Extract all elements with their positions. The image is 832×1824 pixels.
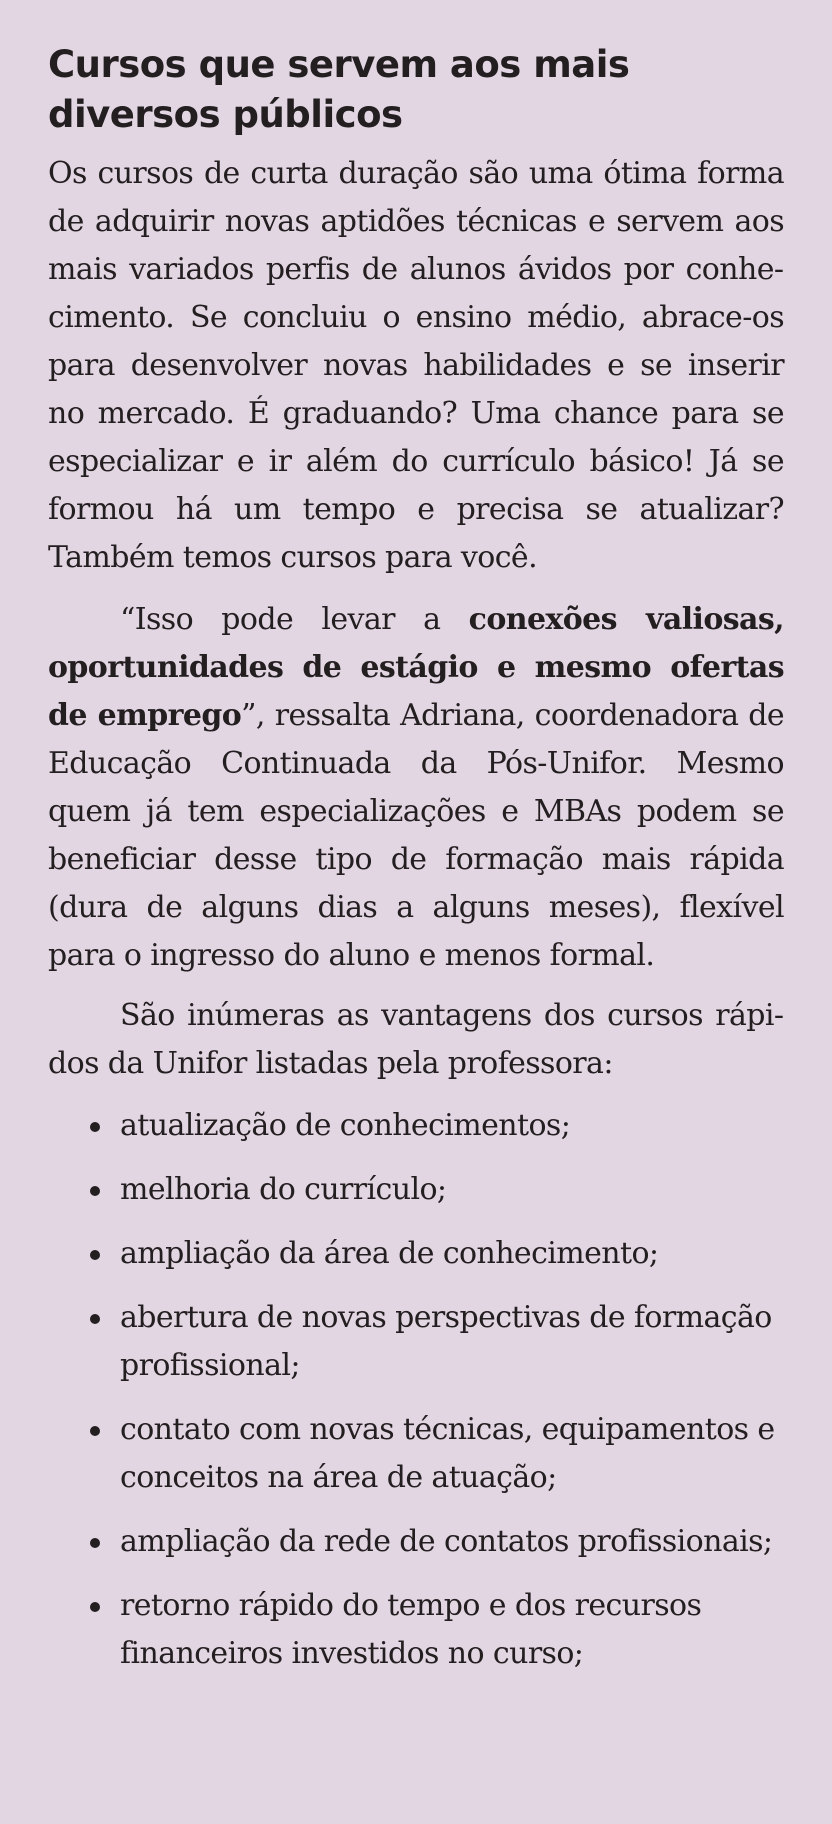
paragraph-intro: Os cursos de curta duração são uma ótima forma de adquirir novas aptidões técnicas e servem aos mais variados perfis de alunos ávidos por conhecimento. Se concluiu o ensino médio, abrace-os para desenvolver novas habilidades e se inserir no mercado. É graduando? Uma chance para se especializar e ir além do currículo básico! Já se formou há um tempo e precisa se atualizar? Também temos cursos para você. xyxy=(48,156,784,575)
list-item-text: ampliação da área de conhecimento; xyxy=(120,1236,659,1271)
list-item xyxy=(48,1230,784,1278)
quote-opening-text: “Isso pode levar a xyxy=(120,602,469,637)
list-item xyxy=(48,1582,784,1678)
advantages-list xyxy=(48,1102,784,1678)
paragraph-advantages-intro: São inúmeras as vantagens dos cursos rápidos da Unifor listadas pela professora: xyxy=(48,998,784,1081)
list-item-text: abertura de novas perspectivas de formação profissional; xyxy=(120,1300,772,1383)
list-item-text: melhoria do currículo; xyxy=(120,1172,447,1207)
list-item xyxy=(48,1102,784,1150)
list-item xyxy=(48,1406,784,1502)
section-heading: Cursos que servem aos mais diversos públicos xyxy=(48,43,630,136)
quote-rest-text: ”, ressalta Adriana, coordenadora de Educação Continuada da Pós-Unifor. Mesmo quem já tem especializações e MBAs podem se beneficiar desse tipo de formação mais rápida (dura de alguns dias a alguns meses), flexível para o ingresso do aluno e menos formal. xyxy=(48,698,784,973)
bullet-dot-icon xyxy=(90,1186,100,1196)
list-item xyxy=(48,1518,784,1566)
list-item xyxy=(48,1294,784,1390)
quote-bold-text: conexões valiosas, oportunidades de estágio e mesmo ofertas de emprego xyxy=(48,602,784,733)
bullet-dot-icon xyxy=(90,1314,100,1324)
bullet-dot-icon xyxy=(90,1602,100,1612)
list-item xyxy=(48,1166,784,1214)
bullet-dot-icon xyxy=(90,1538,100,1548)
list-item-text: contato com novas técnicas, equipamentos e conceitos na área de atuação; xyxy=(120,1412,775,1495)
list-item-text: atualização de conhecimentos; xyxy=(120,1108,571,1143)
bullet-dot-icon xyxy=(90,1250,100,1260)
paragraph-quote xyxy=(48,596,784,980)
list-item-text: ampliação da rede de contatos profissionais; xyxy=(120,1524,773,1559)
list-item-text: retorno rápido do tempo e dos recursos financeiros investidos no curso; xyxy=(120,1588,702,1671)
bullet-dot-icon xyxy=(90,1122,100,1132)
bullet-dot-icon xyxy=(90,1426,100,1436)
